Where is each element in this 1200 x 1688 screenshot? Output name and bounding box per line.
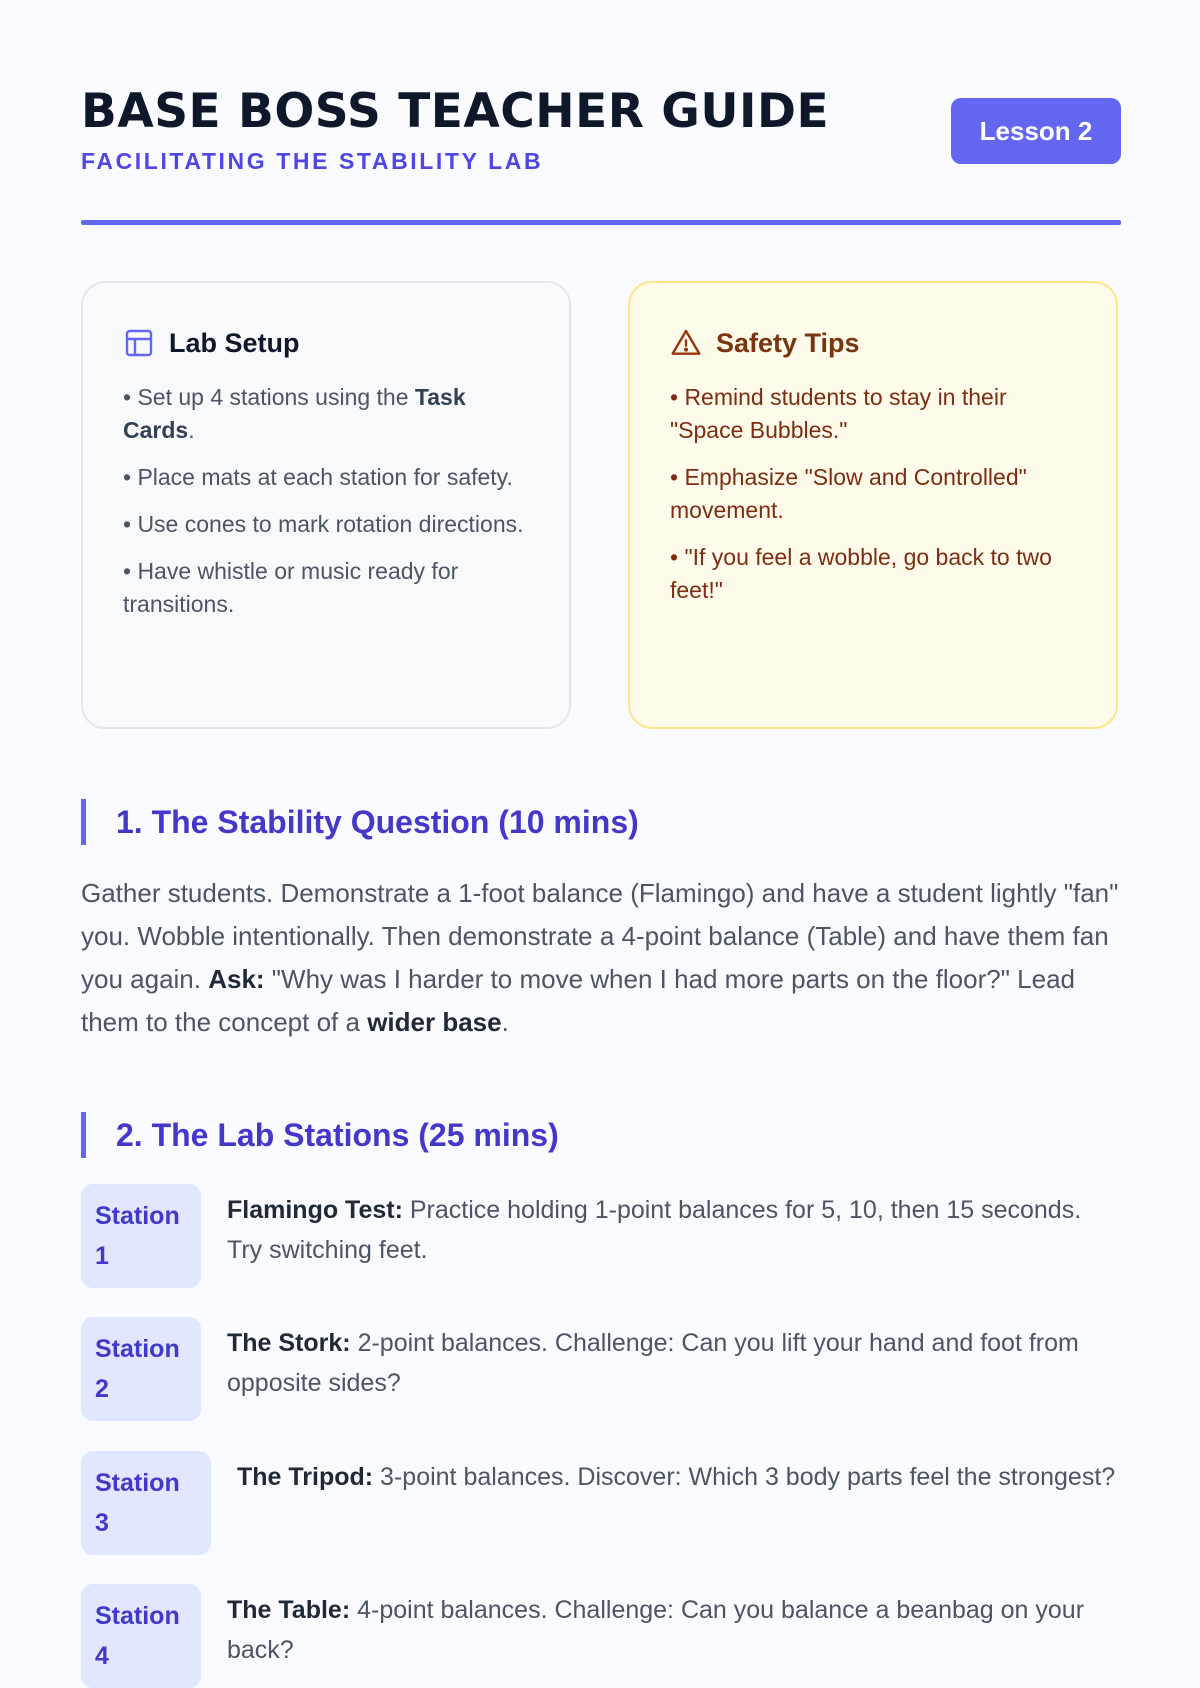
station-title: The Table:: [227, 1596, 351, 1624]
station-text: 4-point balances. Challenge: Can you balance a beanbag on your back?: [227, 1596, 1085, 1664]
station-description: [227, 1190, 1121, 1270]
item-bold-text: Task Cards: [123, 384, 466, 443]
lesson-badge: Lesson 2: [951, 98, 1121, 164]
layout-panel-icon: [123, 327, 155, 359]
safety-tips-title: Safety Tips: [716, 327, 860, 358]
station-badge: Station 4: [81, 1584, 201, 1688]
station-description: [227, 1590, 1121, 1670]
paragraph-text: "Why was I harder to move when I had more parts on the floor?" Lead them to the concept of a: [81, 964, 1076, 1037]
section-heading: 1. The Stability Question (10 mins): [81, 799, 639, 845]
lab-setup-card: [81, 281, 571, 729]
station-row: [81, 1451, 1121, 1555]
paragraph-bold-text: Ask:: [208, 964, 265, 994]
list-item: • Emphasize "Slow and Controlled" movement.: [670, 464, 1027, 523]
station-badge: Station 3: [81, 1451, 211, 1555]
station-description: [227, 1323, 1121, 1403]
section-paragraph: [81, 872, 1121, 1044]
safety-tips-card: [628, 281, 1118, 729]
list-item: • Remind students to stay in their "Space Bubbles.": [670, 384, 1007, 443]
safety-tips-list: [670, 381, 1076, 607]
item-text: .: [188, 417, 195, 443]
section-heading: 2. The Lab Stations (25 mins): [81, 1112, 559, 1158]
station-text: 3-point balances. Discover: Which 3 body parts feel the strongest?: [373, 1463, 1116, 1491]
warning-triangle-icon: [670, 327, 702, 359]
station-row: [81, 1317, 1121, 1421]
station-text: 2-point balances. Challenge: Can you lift your hand and foot from opposite sides?: [227, 1329, 1079, 1397]
station-badge: Station 2: [81, 1317, 201, 1421]
page-subtitle: FACILITATING THE STABILITY LAB: [81, 148, 544, 174]
page-header: [81, 82, 1121, 222]
list-item: • Have whistle or music ready for transitions.: [123, 558, 459, 617]
paragraph-text: .: [501, 1007, 509, 1037]
station-badge: Station 1: [81, 1184, 201, 1288]
station-description: [237, 1457, 1115, 1497]
paragraph-bold-text: wider base: [367, 1007, 502, 1037]
paragraph-text: Gather students. Demonstrate a 1-foot balance (Flamingo) and have a student lightly "fan" you. Wobble intentionally. Then demonstrate a 4-point balance (Table) and have them fan you again.: [81, 878, 1119, 994]
page-title: BASE BOSS TEACHER GUIDE: [81, 84, 830, 139]
lab-setup-list: [123, 381, 529, 621]
list-item: [123, 381, 529, 447]
list-item: • Place mats at each station for safety.: [123, 464, 513, 490]
list-item: • "If you feel a wobble, go back to two feet!": [670, 544, 1052, 603]
item-text: • Set up 4 stations using the: [123, 384, 415, 410]
header-divider: [81, 220, 1121, 225]
station-title: Flamingo Test:: [227, 1196, 403, 1224]
station-title: The Tripod:: [237, 1463, 374, 1491]
lab-setup-title: Lab Setup: [169, 327, 300, 358]
station-row: [81, 1184, 1121, 1288]
station-title: The Stork:: [227, 1329, 351, 1357]
list-item: • Use cones to mark rotation directions.: [123, 511, 524, 537]
station-text: Practice holding 1-point balances for 5, 10, then 15 seconds. Try switching feet.: [227, 1196, 1082, 1264]
